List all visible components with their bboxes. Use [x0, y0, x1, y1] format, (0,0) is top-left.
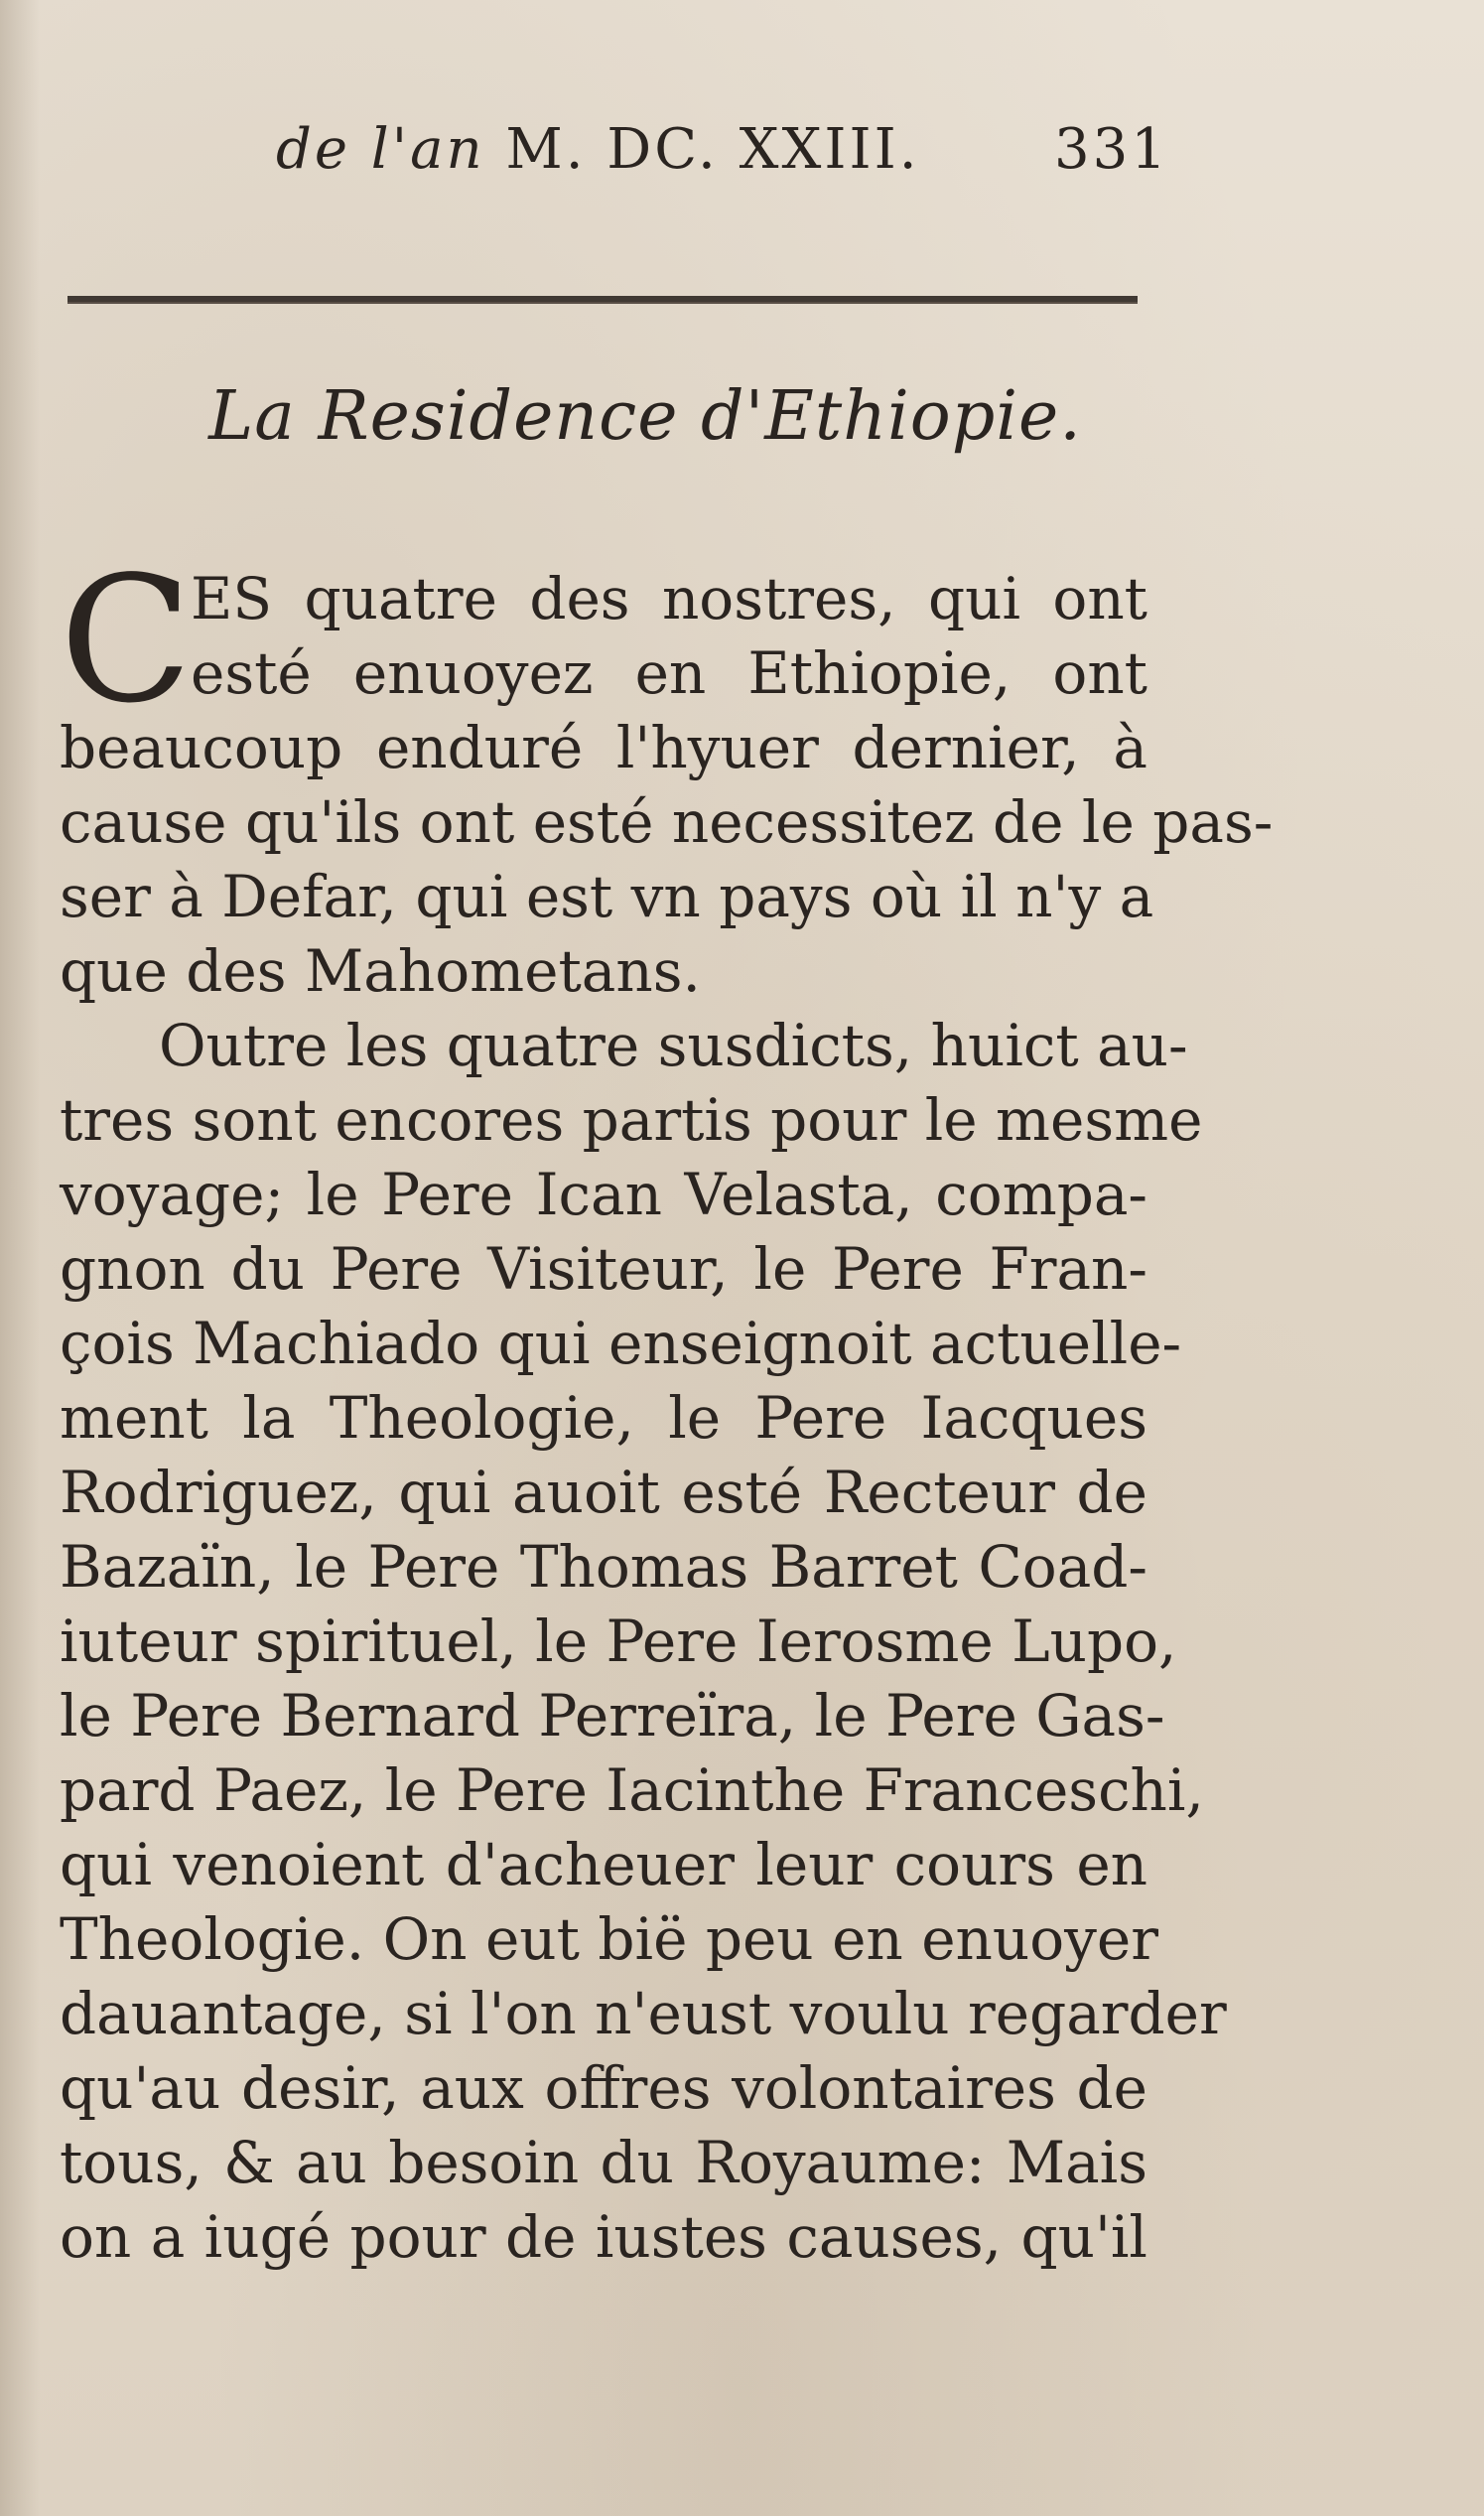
- text-line: Outre les quatre susdicts, huict au-: [159, 1012, 1188, 1079]
- running-head-italic: de l'an: [276, 117, 485, 182]
- body-text: [60, 540, 1274, 2275]
- running-head-year: M. DC. XXIII.: [484, 117, 920, 182]
- drop-cap: C: [60, 540, 193, 742]
- text-line: pard Paez, le Pere Iacinthe Franceschi,: [60, 1756, 1204, 1824]
- text-line: Rodriguez, qui auoit esté Recteur de: [60, 1459, 1147, 1526]
- text-line: qui venoient d'acheuer leur cours en: [60, 1831, 1147, 1898]
- text-line: gnon du Pere Visiteur, le Pere Fran-: [60, 1235, 1147, 1303]
- text-line: que des Mahometans.: [60, 937, 701, 1005]
- text-line: esté enuoyez en Ethiopie, ont: [191, 639, 1147, 707]
- text-line: iuteur spirituel, le Pere Ierosme Lupo,: [60, 1607, 1177, 1675]
- page-header: [276, 117, 1169, 197]
- text-line: beaucoup enduré l'hyuer dernier, à: [60, 714, 1147, 781]
- page-gutter-shadow: [0, 0, 40, 2516]
- running-head: [276, 117, 920, 182]
- section-title: La Residence d'Ethiopie.: [208, 377, 1082, 456]
- text-line: dauantage, si l'on n'eust voulu regarder: [60, 1980, 1227, 2047]
- text-line: ment la Theologie, le Pere Iacques: [60, 1384, 1147, 1452]
- text-line: tres sont encores partis pour le mesme: [60, 1086, 1203, 1154]
- text-line: on a iugé pour de iustes causes, qu'il: [60, 2203, 1147, 2271]
- text-line: Bazaïn, le Pere Thomas Barret Coad-: [60, 1533, 1147, 1601]
- header-rule: [67, 296, 1138, 304]
- page-number: 331: [1054, 117, 1169, 182]
- text-line: tous, & au besoin du Royaume: Mais: [60, 2129, 1147, 2196]
- text-line: çois Machiado qui enseignoit actuelle-: [60, 1310, 1182, 1377]
- text-line: voyage; le Pere Ican Velasta, compa-: [60, 1161, 1147, 1228]
- text-line: Theologie. On eut bië peu en enuoyer: [60, 1905, 1158, 1973]
- text-line: ser à Defar, qui est vn pays où il n'y a: [60, 863, 1154, 930]
- text-line: ES quatre des nostres, qui ont: [191, 565, 1147, 632]
- text-line: le Pere Bernard Perreïra, le Pere Gas-: [60, 1682, 1165, 1749]
- text-line: qu'au desir, aux offres volontaires de: [60, 2054, 1147, 2122]
- text-line: cause qu'ils ont esté necessitez de le pas-: [60, 788, 1274, 856]
